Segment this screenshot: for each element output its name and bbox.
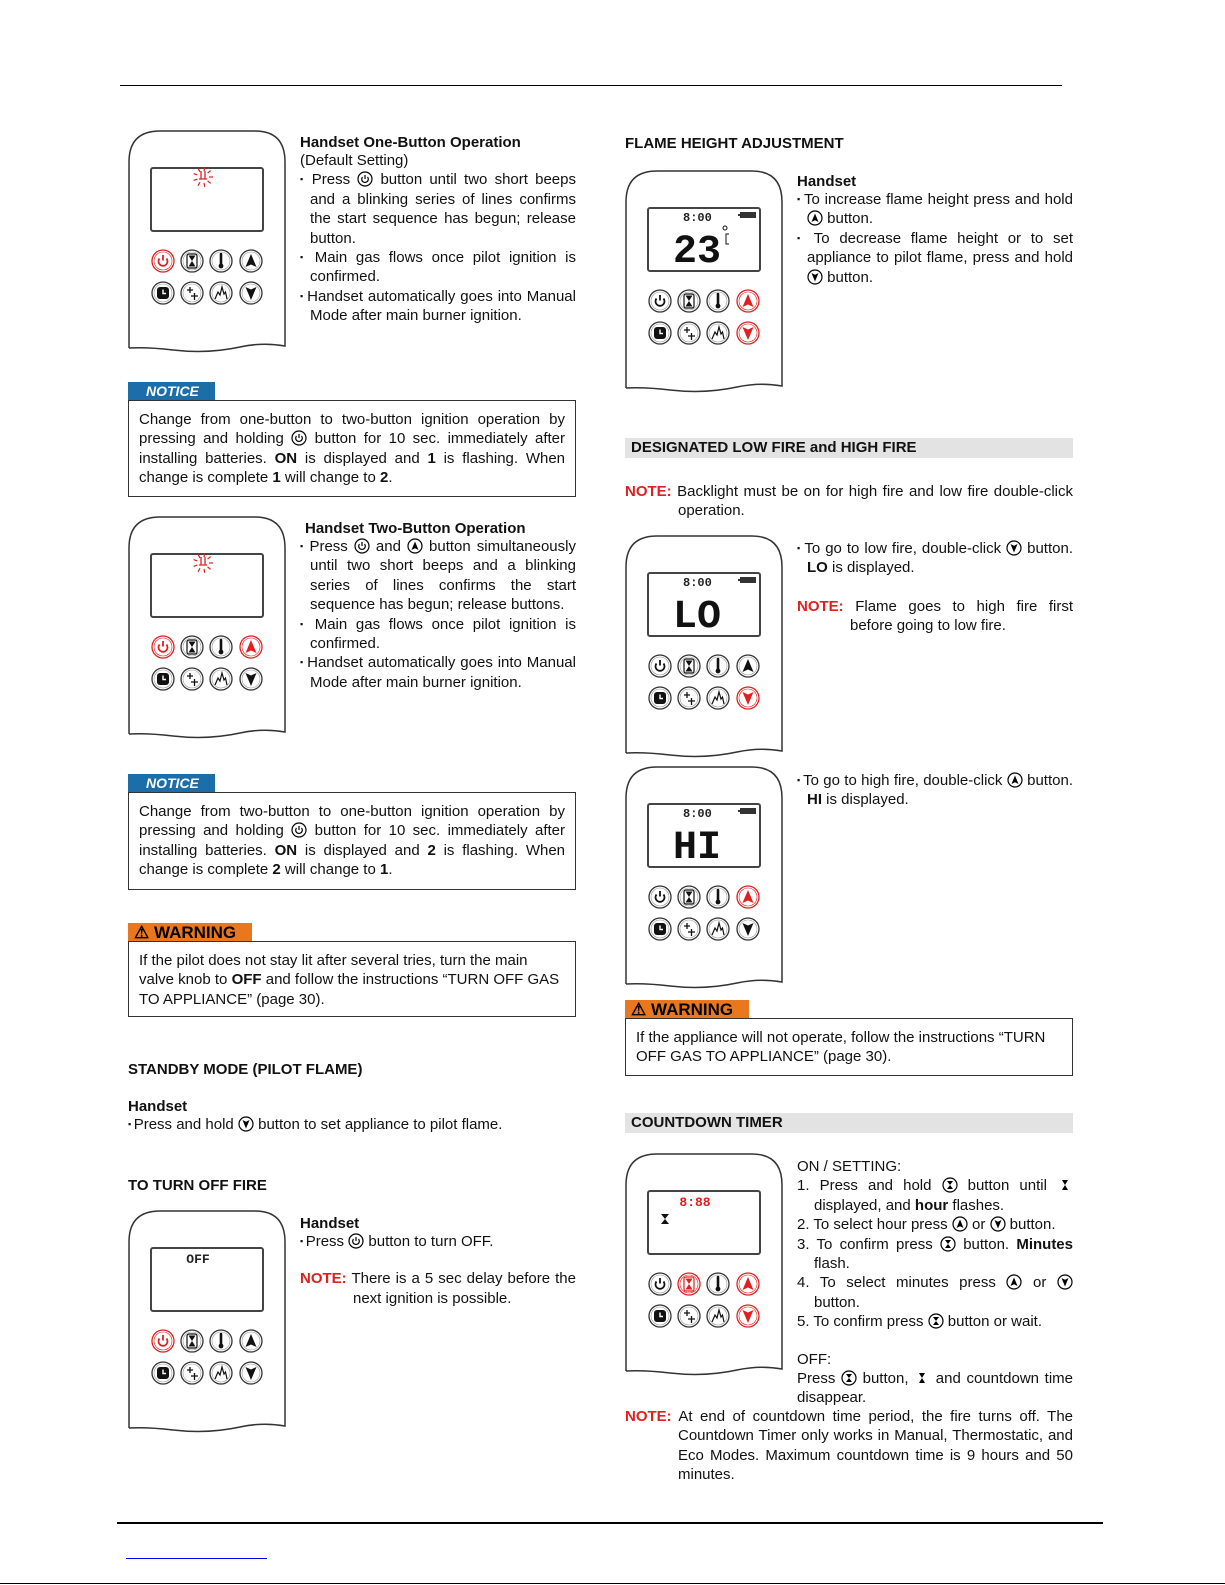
power-button: [649, 1273, 671, 1295]
text: and countdown time disappear.: [797, 1370, 1073, 1407]
text: To go to low fire, double-click: [804, 540, 1007, 557]
hourglass-button: [181, 636, 203, 658]
text: button.: [814, 1293, 860, 1311]
up-button: [737, 290, 759, 312]
notice-text: [139, 802, 565, 880]
thermo-button: [210, 1330, 232, 1352]
warning-label: [128, 923, 252, 942]
flame-button: [210, 282, 232, 304]
note: [625, 1407, 1073, 1485]
hg-small-icon: [914, 1370, 930, 1386]
step-item: [797, 1176, 1073, 1215]
display-clock: 8:00: [683, 576, 712, 590]
step-item: [797, 1235, 1073, 1274]
note: [625, 482, 1073, 521]
text: If the appliance will not operate, follow the instructions “TURN OFF GAS TO APPLIANCE” (page 30).: [636, 1029, 1046, 1066]
text: and follow the instructions “TURN OFF GAS TO APPLIANCE” (page 30).: [139, 971, 560, 1008]
timer-button: [649, 918, 671, 940]
text: button until two short beeps and a blinking series of lines confirms the start sequence has begun; release button.: [310, 171, 576, 247]
bold-text: hour: [914, 1196, 949, 1214]
text: button,: [856, 1370, 915, 1388]
step-list: [797, 1176, 1073, 1331]
display-clock: 8:88: [679, 1195, 711, 1210]
flame-button: [707, 322, 729, 344]
page-edge-line: [0, 1583, 1225, 1584]
up-button: [737, 1273, 759, 1295]
handset-body: [129, 517, 285, 737]
note-label: NOTE:: [797, 597, 844, 615]
timer-icon: [157, 1367, 169, 1379]
handset-body: [626, 1154, 782, 1374]
note-text: Backlight must be on for high fire and low fire double-click operation.: [677, 483, 1073, 520]
section-title: FLAME HEIGHT ADJUSTMENT: [625, 135, 844, 152]
down-button: [737, 322, 759, 344]
note: [300, 1269, 576, 1308]
bold-text: LO: [807, 559, 828, 577]
text: 5. To confirm press: [797, 1313, 928, 1331]
bullet-item: [128, 1115, 576, 1134]
power-icon: [348, 1233, 364, 1249]
warning-text: [636, 1028, 1062, 1067]
thermo-button: [707, 1273, 729, 1295]
handset-turn-off: [128, 1210, 288, 1440]
down-icon: [1006, 540, 1022, 556]
bullet-item: [797, 229, 1073, 287]
text: 2. To select hour press: [797, 1216, 952, 1234]
down-button: [240, 1362, 262, 1384]
flame-button: [210, 1362, 232, 1384]
display-text: OFF: [186, 1252, 210, 1267]
thermo-button: [210, 250, 232, 272]
note: [797, 597, 1073, 636]
handset-display: [151, 168, 263, 231]
step-item: [797, 1312, 1073, 1331]
up-icon: [807, 210, 823, 226]
power-icon: [354, 538, 370, 554]
handset-countdown: [625, 1153, 785, 1383]
note-text: At end of countdown time period, the fire turns off. The Countdown Timer only works in Manual, Thermostatic, and Eco Modes. Maximum countdown time is 9 hours and 50 minutes.: [678, 1408, 1074, 1484]
flame-button: [707, 918, 729, 940]
note-text: There is a 5 sec delay before the next ignition is possible.: [351, 1270, 576, 1307]
text: button or wait.: [943, 1313, 1042, 1331]
power-button: [649, 290, 671, 312]
down-button: [737, 918, 759, 940]
timer-icon: [157, 287, 169, 299]
timer-icon: [654, 1310, 666, 1322]
bullet-item: [300, 537, 576, 615]
warning-label-text: WARNING: [650, 1000, 734, 1019]
timer-button: [649, 322, 671, 344]
bullet-list: [300, 170, 576, 325]
note-text: Flame goes to high fire first before going to low fire.: [850, 597, 1073, 635]
notice-box: [128, 400, 576, 497]
handset-flame-height: [625, 170, 785, 400]
thermo-button: [707, 886, 729, 908]
handset-body: [129, 1211, 285, 1431]
text: button.: [823, 210, 874, 228]
up-button: [240, 1330, 262, 1352]
text: .: [388, 861, 393, 879]
timer-icon: [654, 923, 666, 935]
timer-button: [152, 1362, 174, 1384]
hourglass-icon: [942, 1177, 958, 1193]
hg-small-icon: [1057, 1177, 1073, 1193]
timer-button: [152, 668, 174, 690]
plusminus-button: [678, 918, 700, 940]
power-button: [152, 1330, 174, 1352]
bullet-list: [300, 537, 576, 692]
down-button: [737, 687, 759, 709]
text: Main gas flows once pilot ignition is confirmed.: [310, 615, 576, 653]
text: button simultaneously until two short beeps and a blinking series of lines confirms the start sequence has begun; release buttons.: [310, 538, 576, 614]
subheading: Handset: [797, 173, 857, 190]
battery-icon: [738, 577, 756, 583]
text: is flashing. When change is complete: [139, 841, 566, 879]
text: Press: [305, 1233, 349, 1250]
thermo-button: [707, 290, 729, 312]
section-header: DESIGNATED LOW FIRE and HIGH FIRE: [625, 438, 1073, 458]
bold-text: 1: [380, 861, 389, 879]
text: button.: [1022, 772, 1073, 789]
top-rule: [120, 85, 1062, 86]
thermo-button: [707, 655, 729, 677]
countdown-section: [797, 1157, 1073, 1408]
text: Change from two-button to one-button ignition operation by pressing and holding: [139, 803, 565, 840]
notice-label: NOTICE: [128, 382, 215, 401]
hourglass-icon: [940, 1236, 956, 1252]
text: 1. Press and hold: [797, 1177, 942, 1195]
text: To decrease flame height or to set appliance to pilot flame, press and hold: [807, 229, 1073, 267]
timer-button: [152, 282, 174, 304]
text: button for 10 sec. immediately after installing batteries.: [139, 430, 565, 467]
bold-text: ON: [274, 841, 298, 859]
text: Press and hold: [133, 1116, 238, 1133]
bottom-rule: [117, 1522, 1103, 1524]
up-button: [737, 886, 759, 908]
hourglass-button: [678, 655, 700, 677]
text: button to turn OFF.: [364, 1233, 494, 1250]
off-label: OFF:: [797, 1350, 832, 1368]
notice-label: NOTICE: [128, 774, 215, 793]
text: button.: [1005, 1216, 1056, 1234]
two-button-section: [300, 520, 576, 692]
timer-icon: [654, 692, 666, 704]
battery-icon: [738, 808, 756, 814]
text: displayed, and: [814, 1196, 915, 1214]
timer-button: [649, 1305, 671, 1327]
warning-box: [128, 941, 576, 1017]
text: To increase flame height press and hold: [803, 191, 1073, 208]
display-clock: 8:00: [683, 807, 712, 821]
hourglass-button: [678, 886, 700, 908]
bullet-list: [797, 539, 1073, 578]
step-item: [797, 1273, 1073, 1312]
bullet-item: [797, 539, 1073, 578]
text: or: [1022, 1274, 1057, 1292]
power-icon: [357, 171, 373, 187]
text: or: [967, 1216, 990, 1234]
hourglass-button: [678, 290, 700, 312]
bold-text: 2: [272, 861, 281, 879]
plusminus-button: [678, 1305, 700, 1327]
handset-body: [129, 131, 285, 351]
bold-text: HI: [807, 791, 822, 809]
bullet-item: [300, 1232, 576, 1251]
bold-text: ON: [274, 449, 298, 467]
text: If the pilot does not stay lit after several tries, turn the main valve knob to: [139, 952, 528, 989]
bold-text: 1: [272, 469, 281, 487]
section-title: STANDBY MODE (PILOT FLAME): [128, 1061, 363, 1078]
display-value: HI: [673, 826, 722, 871]
text: and: [369, 538, 407, 555]
battery-icon: [738, 212, 756, 218]
text: flash.: [814, 1255, 850, 1273]
text: will change to: [280, 861, 380, 879]
handset-body: [626, 171, 782, 391]
hourglass-button: [181, 1330, 203, 1352]
handset-one-button: [128, 130, 288, 360]
bullet-item: [300, 615, 576, 654]
text: is displayed.: [822, 791, 909, 809]
text: To go to high fire, double-click: [803, 772, 1007, 789]
step-item: [797, 1215, 1073, 1234]
warning-icon: ⚠: [134, 923, 154, 942]
down-icon: [990, 1216, 1006, 1232]
down-icon: [1057, 1274, 1073, 1290]
thermo-button: [210, 636, 232, 658]
notice-text: [139, 410, 565, 488]
flame-button: [210, 668, 232, 690]
text: is displayed and: [297, 841, 428, 859]
section-title: Handset Two-Button Operation: [305, 520, 526, 537]
power-button: [152, 250, 174, 272]
standby-section: [128, 1061, 576, 1134]
down-button: [240, 282, 262, 304]
down-button: [737, 1305, 759, 1327]
warning-icon: ⚠: [631, 1000, 651, 1019]
bullet-list: [797, 190, 1073, 287]
bold-text: 2: [380, 469, 389, 487]
timer-button: [649, 687, 671, 709]
handset-two-button: [128, 516, 288, 746]
up-button: [240, 250, 262, 272]
up-icon: [952, 1216, 968, 1232]
bold-text: 1: [427, 449, 436, 467]
handset-low-fire: [625, 535, 785, 765]
text: will change to: [280, 469, 380, 487]
power-button: [152, 636, 174, 658]
up-button: [737, 655, 759, 677]
warning-label: [625, 1000, 749, 1019]
down-icon: [238, 1116, 254, 1132]
off-text: [797, 1369, 1073, 1408]
notice-box: [128, 792, 576, 890]
bullet-item: [797, 771, 1073, 810]
text: button to set appliance to pilot flame.: [253, 1116, 503, 1133]
footer-link-underline[interactable]: [126, 1558, 267, 1559]
warning-text: [139, 951, 565, 1009]
flame-button: [707, 687, 729, 709]
bullet-list: [797, 771, 1073, 810]
hourglass-button: [181, 250, 203, 272]
text: .: [388, 469, 393, 487]
display-value: LO: [673, 595, 722, 640]
power-button: [649, 886, 671, 908]
low-fire-section: [797, 539, 1073, 636]
text: Press: [309, 538, 354, 555]
display-clock: 8:00: [683, 211, 712, 225]
plusminus-button: [181, 282, 203, 304]
text: button.: [955, 1235, 1017, 1253]
hourglass-icon: [841, 1370, 857, 1386]
plusminus-button: [678, 687, 700, 709]
text: Handset automatically goes into Manual Mode after main burner ignition.: [307, 654, 576, 691]
bullet-item: [300, 248, 576, 287]
timer-icon: [654, 327, 666, 339]
bold-text: 2: [427, 841, 436, 859]
bullet-list: [300, 1232, 576, 1251]
down-icon: [807, 269, 823, 285]
display-value: 23: [673, 230, 722, 275]
flame-button: [707, 1305, 729, 1327]
power-button: [649, 655, 671, 677]
text: Press: [311, 171, 358, 189]
plusminus-button: [181, 668, 203, 690]
timer-icon: [157, 673, 169, 685]
hourglass-icon: [928, 1313, 944, 1329]
bold-text: Minutes: [1016, 1235, 1073, 1253]
hourglass-button: [678, 1273, 700, 1295]
section-header: COUNTDOWN TIMER: [625, 1113, 1073, 1133]
flame-height-section: [797, 173, 1073, 287]
text: button for 10 sec. immediately after installing batteries.: [139, 822, 565, 859]
up-icon: [1006, 1274, 1022, 1290]
up-icon: [1007, 772, 1023, 788]
text: Change from one-button to two-button ignition operation by pressing and holding: [139, 411, 565, 448]
note-label: NOTE:: [625, 1408, 672, 1425]
text: button until: [957, 1177, 1057, 1195]
subheading: Handset: [300, 1215, 360, 1232]
down-button: [240, 668, 262, 690]
up-icon: [407, 538, 423, 554]
bullet-item: [300, 653, 576, 692]
bullet-item: [300, 170, 576, 248]
plusminus-button: [678, 322, 700, 344]
text: is displayed.: [827, 559, 915, 577]
bullet-list: [128, 1115, 576, 1134]
note-label: NOTE:: [300, 1270, 347, 1288]
text: is flashing. When change is complete: [139, 449, 566, 487]
turn-off-section: [300, 1215, 576, 1308]
section-title: TO TURN OFF FIRE: [128, 1177, 267, 1194]
text: button.: [823, 268, 874, 286]
bold-text: OFF: [231, 971, 262, 989]
text: Handset automatically goes into Manual Mode after main burner ignition.: [307, 287, 576, 325]
subheading: Handset: [128, 1098, 188, 1115]
warning-label-text: WARNING: [153, 923, 237, 942]
plusminus-button: [181, 1362, 203, 1384]
handset-body: [626, 536, 782, 756]
text: 3. To confirm press: [797, 1235, 940, 1253]
text: Main gas flows once pilot ignition is confirmed.: [310, 249, 576, 286]
up-button: [240, 636, 262, 658]
text: Press: [797, 1370, 841, 1388]
text: button.: [1022, 540, 1073, 557]
handset-display: [151, 554, 263, 617]
bullet-item: [797, 190, 1073, 229]
section-title: Handset One-Button Operation: [300, 134, 521, 151]
text: is displayed and: [297, 449, 428, 467]
note-label: NOTE:: [625, 483, 672, 500]
subtitle: (Default Setting): [300, 152, 409, 169]
text: flashes.: [948, 1196, 1005, 1214]
power-icon: [291, 430, 307, 446]
warning-box: [625, 1018, 1073, 1076]
handset-high-fire: [625, 766, 785, 996]
one-button-section: [300, 134, 576, 326]
power-icon: [291, 822, 307, 838]
text: 4. To select minutes press: [797, 1274, 1007, 1292]
bullet-item: [300, 287, 576, 326]
handset-body: [626, 767, 782, 987]
high-fire-section: [797, 771, 1073, 810]
on-label: ON / SETTING:: [797, 1158, 902, 1175]
